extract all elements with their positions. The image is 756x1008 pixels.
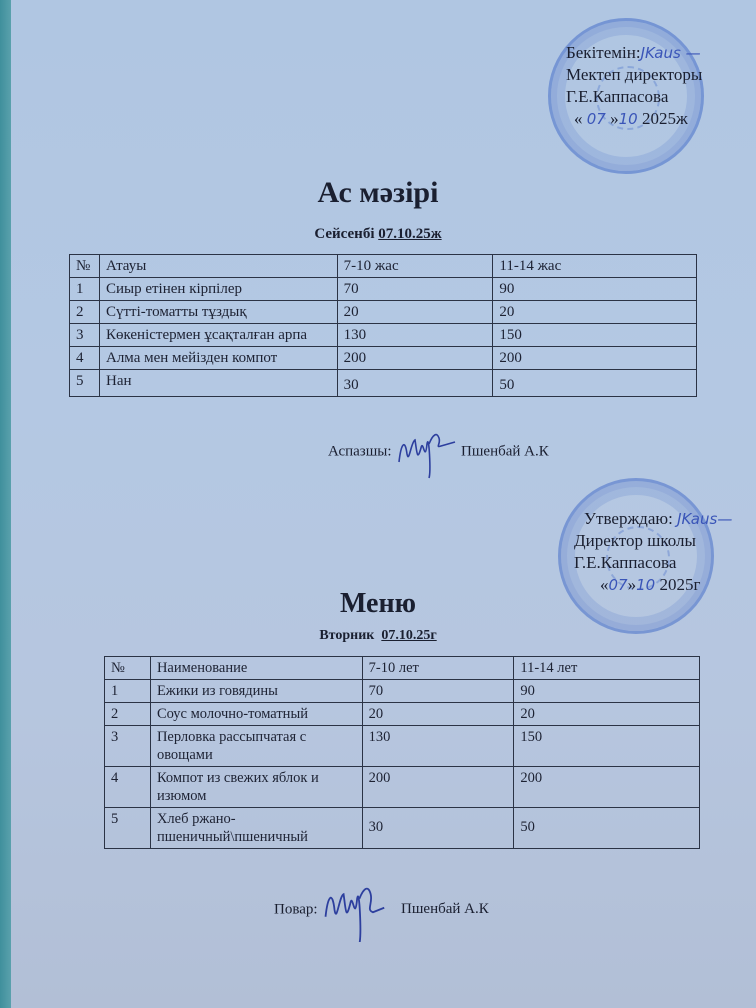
table-header-row — [70, 255, 697, 278]
quote-open: « — [600, 575, 609, 594]
dish-name: Сиыр етінен кірпілер — [99, 278, 337, 301]
table-row — [105, 703, 700, 726]
date-month: 10 — [618, 110, 638, 128]
approval-line: Утверждаю: JKaus— — [584, 509, 733, 528]
portion-7-10: 70 — [362, 680, 514, 703]
portion-11-14: 50 — [514, 808, 700, 849]
portion-7-10: 30 — [337, 370, 493, 397]
director-name: Г.Е.Каппасова — [566, 87, 669, 106]
approval-block-kz — [566, 42, 702, 130]
table-row — [70, 347, 697, 370]
row-number: 5 — [105, 808, 151, 849]
column-header: Атауы — [99, 255, 337, 278]
cook-label: Аспазшы: — [328, 443, 392, 460]
date-day: 07 — [586, 110, 606, 128]
approved-label: Бекітемін: — [566, 43, 641, 62]
column-header: № — [70, 255, 100, 278]
cook-signature-icon — [395, 424, 457, 480]
portion-11-14: 150 — [493, 324, 697, 347]
table-row — [105, 808, 700, 849]
weekday: Вторник — [319, 628, 375, 643]
table-header-row — [105, 657, 700, 680]
dish-name: Нан — [99, 370, 337, 397]
portion-11-14: 50 — [493, 370, 697, 397]
table-row — [105, 767, 700, 808]
portion-7-10: 30 — [362, 808, 514, 849]
dish-name: Перловка рассыпчатая с овощами — [150, 726, 362, 767]
row-number: 3 — [105, 726, 151, 767]
portion-7-10: 200 — [362, 767, 514, 808]
approval-line: Бекітемін:JKaus — — [566, 43, 701, 62]
table-row — [105, 680, 700, 703]
row-number: 2 — [105, 703, 151, 726]
cook-name: Пшенбай А.К — [401, 901, 489, 918]
quote-open: « — [574, 109, 583, 128]
director-name: Г.Е.Каппасова — [574, 553, 677, 572]
column-header: № — [105, 657, 151, 680]
menu-title-kz: Ас мәзірі — [317, 176, 439, 209]
dish-name: Көкеністермен ұсақталған арпа — [99, 324, 337, 347]
portion-7-10: 70 — [337, 278, 493, 301]
row-number: 3 — [70, 324, 100, 347]
portion-11-14: 20 — [493, 301, 697, 324]
column-header: Наименование — [150, 657, 362, 680]
row-number: 2 — [70, 301, 100, 324]
cook-signature-icon — [321, 878, 391, 942]
date-day: 07 — [608, 576, 628, 594]
row-number: 4 — [70, 347, 100, 370]
dish-name: Ежики из говядины — [150, 680, 362, 703]
approval-block-ru — [574, 508, 733, 596]
menu-date-ru — [0, 628, 756, 644]
portion-7-10: 130 — [337, 324, 493, 347]
table-row — [70, 301, 697, 324]
director-signature: JKaus — [677, 510, 718, 528]
dish-name: Хлеб ржано-пшеничный\пшеничный — [150, 808, 362, 849]
quote-close: » — [610, 109, 619, 128]
portion-7-10: 200 — [337, 347, 493, 370]
row-number: 5 — [70, 370, 100, 397]
table-row — [105, 726, 700, 767]
portion-11-14: 90 — [493, 278, 697, 301]
director-signature: JKaus — [640, 44, 681, 62]
date-year: 2025ж — [641, 109, 688, 128]
column-header: 11-14 лет — [514, 657, 700, 680]
menu-table-ru — [104, 656, 700, 849]
column-header: 7-10 жас — [337, 255, 493, 278]
date-month: 10 — [636, 576, 656, 594]
portion-7-10: 20 — [337, 301, 493, 324]
dish-name: Соус молочно-томатный — [150, 703, 362, 726]
row-number: 1 — [105, 680, 151, 703]
portion-7-10: 130 — [362, 726, 514, 767]
column-header: 11-14 жас — [493, 255, 697, 278]
menu-date: 07.10.25ж — [378, 226, 442, 242]
quote-close: » — [627, 575, 637, 594]
portion-7-10: 20 — [362, 703, 514, 726]
menu-table-kz — [69, 254, 697, 397]
cook-signature-line-ru — [274, 878, 489, 942]
menu-date: 07.10.25г — [381, 628, 437, 643]
dish-name: Компот из свежих яблок и изюмом — [150, 767, 362, 808]
column-header: 7-10 лет — [362, 657, 514, 680]
table-row — [70, 278, 697, 301]
approved-label: Утверждаю: — [584, 509, 673, 528]
row-number: 4 — [105, 767, 151, 808]
portion-11-14: 200 — [514, 767, 700, 808]
weekday: Сейсенбі — [314, 226, 375, 242]
dish-name: Алма мен мейізден компот — [99, 347, 337, 370]
portion-11-14: 150 — [514, 726, 700, 767]
portion-11-14: 20 — [514, 703, 700, 726]
cook-name: Пшенбай А.К — [461, 443, 549, 460]
table-row — [70, 324, 697, 347]
table-row — [70, 370, 697, 397]
menu-title-ru: Меню — [339, 588, 416, 619]
row-number: 1 — [70, 278, 100, 301]
director-position: Директор школы — [574, 531, 696, 550]
director-position: Мектеп директоры — [566, 65, 703, 84]
date-year: 2025г — [659, 575, 701, 594]
cook-label: Повар: — [274, 901, 318, 918]
menu-date-kz — [0, 226, 756, 243]
approval-date — [566, 108, 702, 130]
portion-11-14: 90 — [514, 680, 700, 703]
background-edge — [0, 0, 11, 1008]
cook-signature-line-kz — [328, 424, 549, 480]
portion-11-14: 200 — [493, 347, 697, 370]
dish-name: Сүтті-томатты тұздық — [99, 301, 337, 324]
